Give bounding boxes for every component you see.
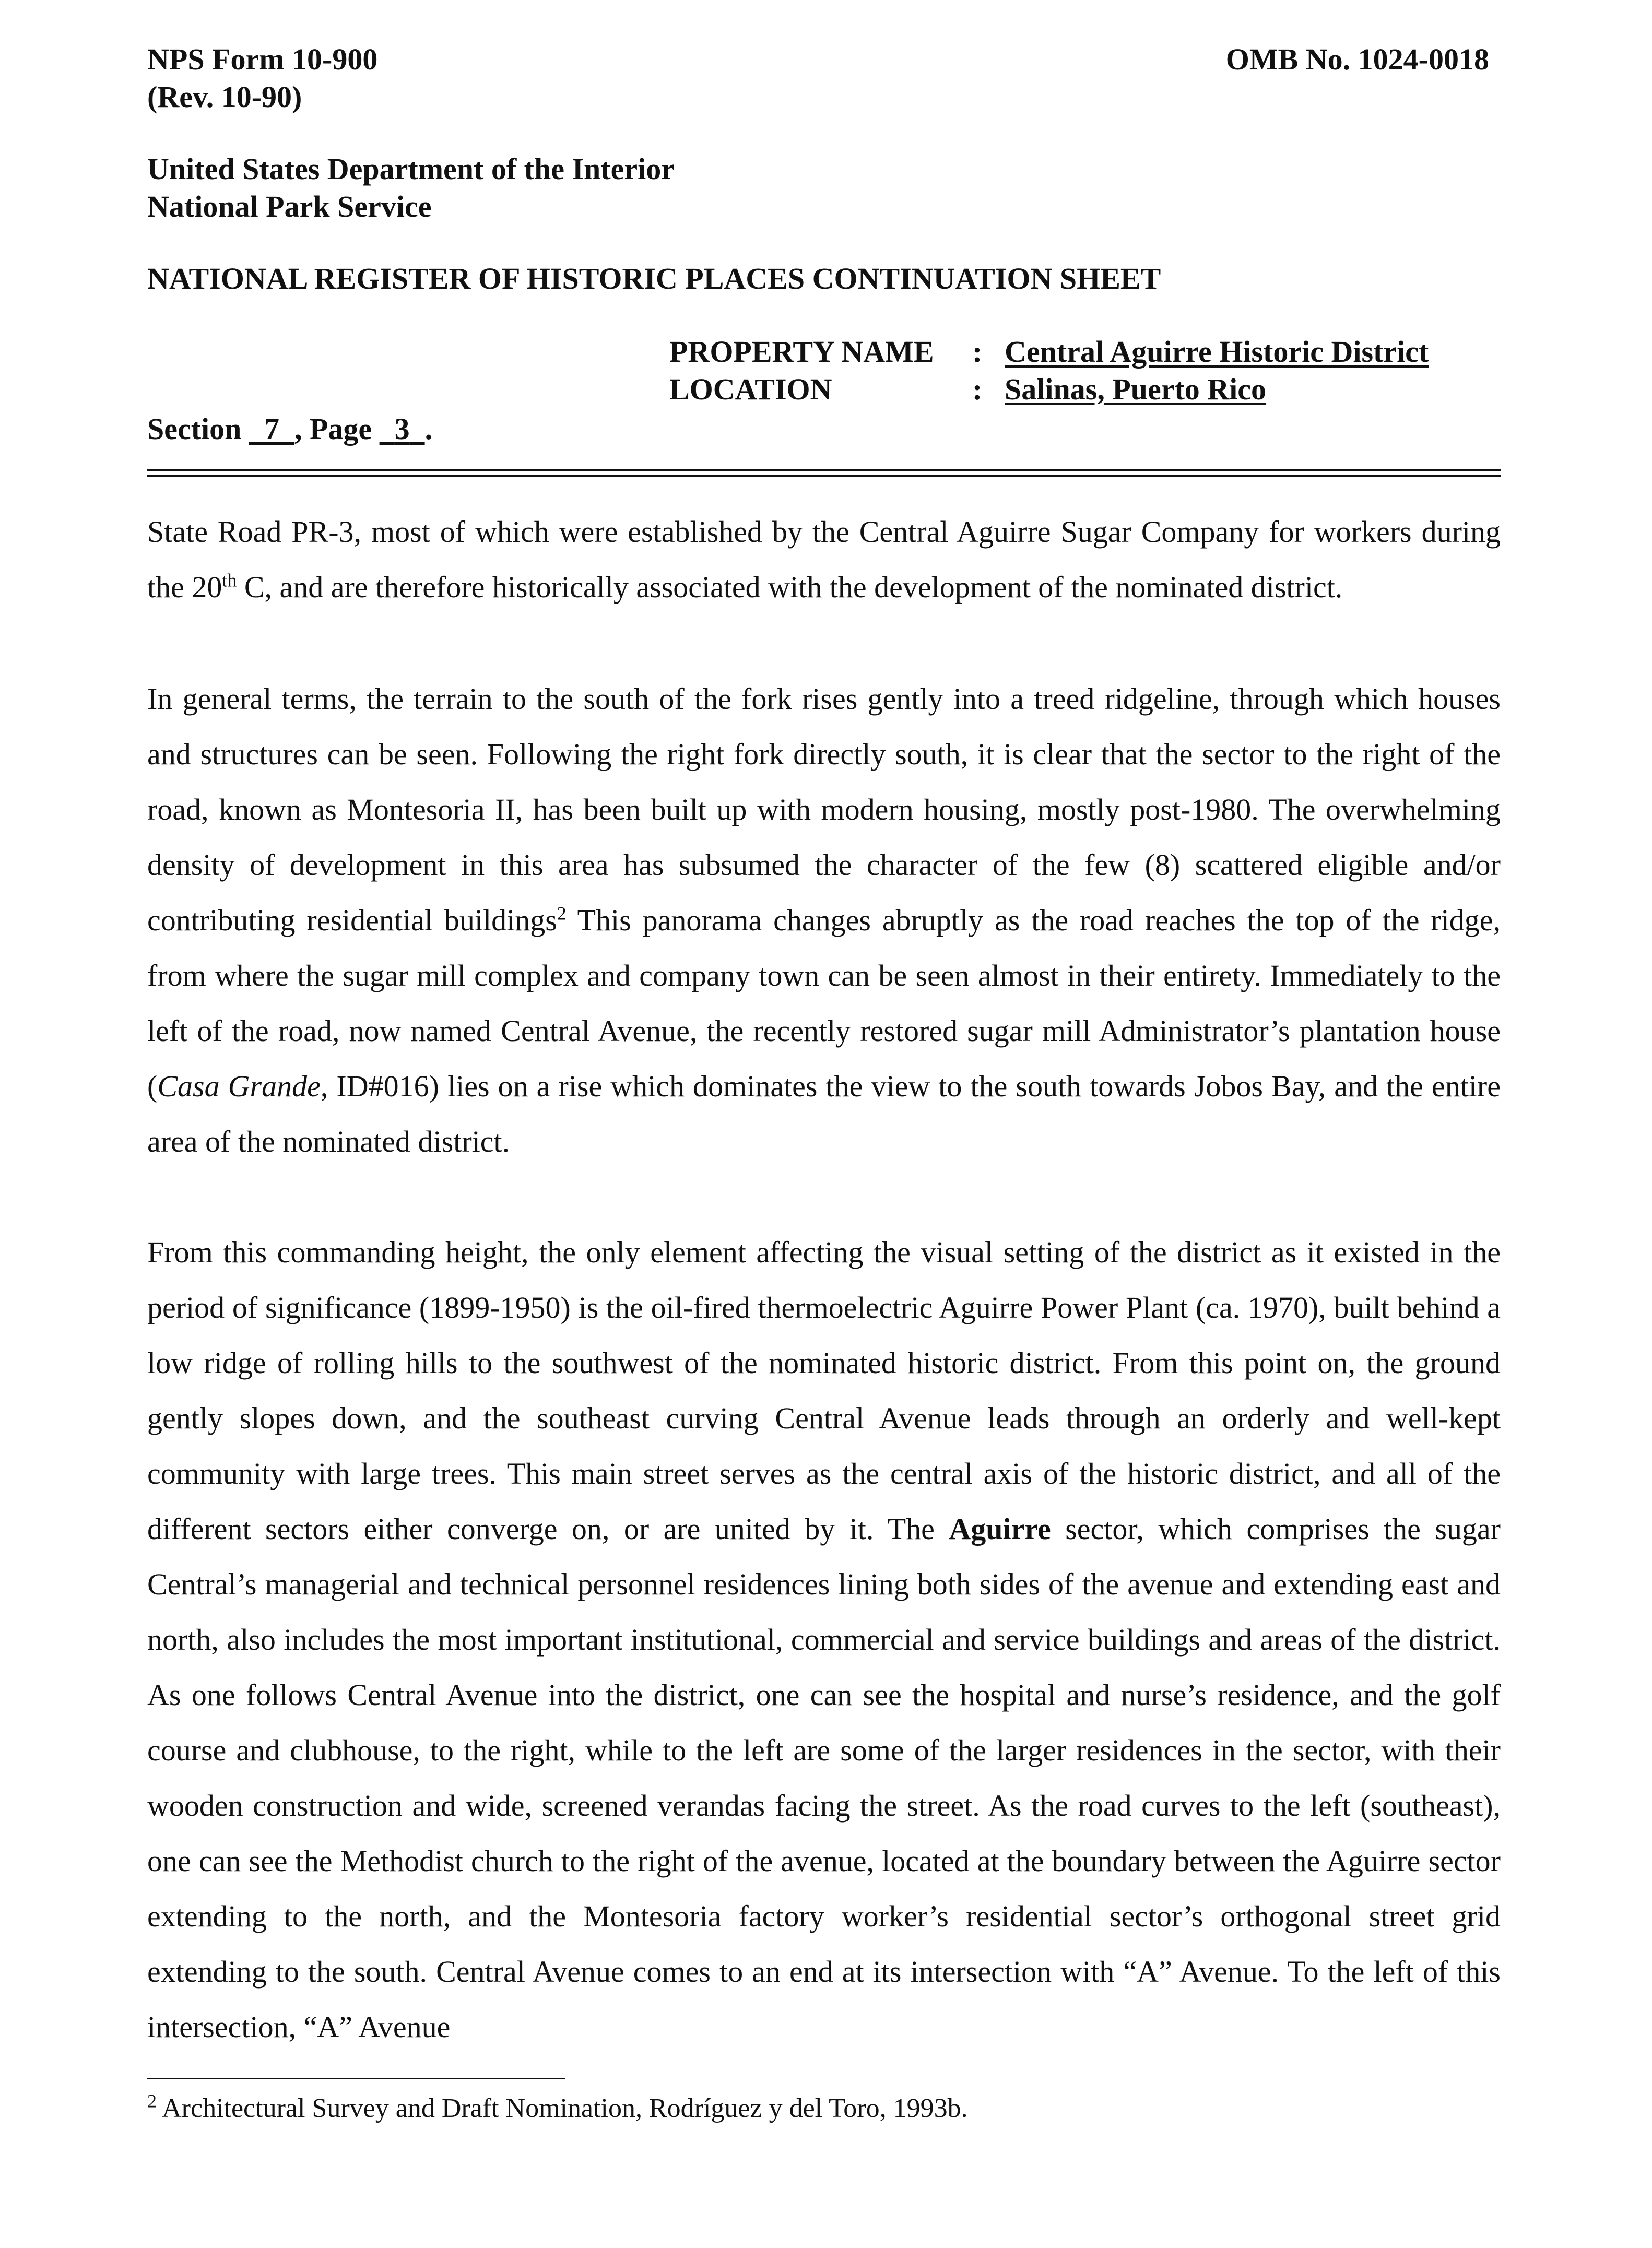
paragraph-2 — [147, 671, 1501, 1169]
page-number: 3 — [394, 412, 410, 446]
property-name-value: Central Aguirre Historic District — [1005, 335, 1429, 369]
footnote-ref: 2 — [557, 903, 567, 924]
footnote — [147, 2091, 968, 2126]
footnote-divider — [147, 2078, 565, 2079]
department-name: United States Department of the Interior — [147, 152, 675, 186]
footnote-text: Architectural Survey and Draft Nomination, Rodríguez y del Toro, 1993b. — [157, 2093, 968, 2123]
service-name: National Park Service — [147, 190, 432, 223]
form-revision: (Rev. 10-90) — [147, 80, 302, 114]
agency-block — [147, 150, 675, 226]
paragraph-2-text-c: , ID#016) lies on a rise which dominates the view to the south towards Jobos Bay, and the entire area of the nominated district. — [147, 1069, 1501, 1158]
header-divider-top — [147, 469, 1501, 471]
property-labels — [669, 333, 934, 408]
property-colon: : — [972, 335, 983, 369]
ordinal-suffix: th — [222, 570, 237, 591]
section-number: 7 — [264, 412, 279, 446]
paragraph-2-text-b: This panorama changes abruptly as the road reaches the top of the ridge, from where the sugar mill complex and company town can be seen almost in their entirety. Immediately to the left of the road, now named Central Avenue, the recently restored sugar mill Administrator’s plantation house ( — [147, 903, 1501, 1103]
paragraph-3-text-b: sector, which comprises the sugar Central’s managerial and technical personnel residences lining both sides of the avenue and extending east and north, also includes the most important institutional, commercial and service buildings and areas of the district. As one follows Central Avenue into the district, one can see the hospital and nurse’s residence, and the golf course and clubhouse, to the right, while to the left are some of the larger residences in the sector, with their wooden construction and wide, screened verandas facing the street. As the road curves to the left (southeast), one can see the Methodist church to the right of the avenue, located at the boundary between the Aguirre sector extending to the north, and the Montesoria factory worker’s residential sector’s orthogonal street grid extending to the south. Central Avenue comes to an end at its intersection with “A” Avenue. To the left of this intersection, “A” Avenue — [147, 1512, 1501, 2044]
page-label: Page — [309, 412, 372, 446]
property-name-label: PROPERTY NAME — [669, 335, 934, 369]
aguirre-bold: Aguirre — [949, 1512, 1051, 1546]
omb-number: OMB No. 1024-0018 — [1225, 42, 1489, 76]
paragraph-3 — [147, 1225, 1501, 2055]
paragraph-1-text-b: C, and are therefore historically associated with the development of the nominated district. — [237, 570, 1343, 604]
section-page-line: Section 7 , Page 3 . — [147, 412, 433, 446]
paragraph-2-text-a: In general terms, the terrain to the south of the fork rises gently into a treed ridgeline, through which houses and structures can be seen. Following the right fork directly south, it is clear that the sector to the right of the road, known as Montesoria II, has been built up with modern housing, mostly post-1980. The overwhelming density of development in this area has subsumed the character of the few (8) scattered eligible and/or contributing residential buildings — [147, 682, 1501, 937]
header-divider-bottom — [147, 475, 1501, 477]
location-label: LOCATION — [669, 372, 832, 406]
casa-grande-italic: Casa Grande — [157, 1069, 321, 1103]
sheet-title: NATIONAL REGISTER OF HISTORIC PLACES CONTINUATION SHEET — [147, 262, 1161, 295]
location-value: Salinas, Puerto Rico — [1005, 372, 1267, 406]
location-colon: : — [972, 372, 983, 406]
section-label: Section — [147, 412, 242, 446]
form-id — [147, 41, 377, 116]
property-colons — [972, 333, 982, 408]
footnote-number: 2 — [147, 2090, 157, 2112]
property-values — [1005, 333, 1429, 408]
paragraph-1 — [147, 504, 1501, 615]
form-number: NPS Form 10-900 — [147, 42, 378, 76]
paragraph-3-text-a: From this commanding height, the only element affecting the visual setting of the district as it existed in the period of significance (1899-1950) is the oil-fired thermoelectric Aguirre Power Plant (ca. 1970), built behind a low ridge of rolling hills to the southwest of the nominated historic district. From this point on, the ground gently slopes down, and the southeast curving Central Avenue leads through an orderly and well-kept community with large trees. This main street serves as the central axis of the historic district, and all of the different sectors either converge on, or are united by it. The — [147, 1235, 1501, 1546]
paragraph-1-text-a: State Road PR-3, most of which were established by the Central Aguirre Sugar Company for workers during the 20 — [147, 515, 1501, 604]
